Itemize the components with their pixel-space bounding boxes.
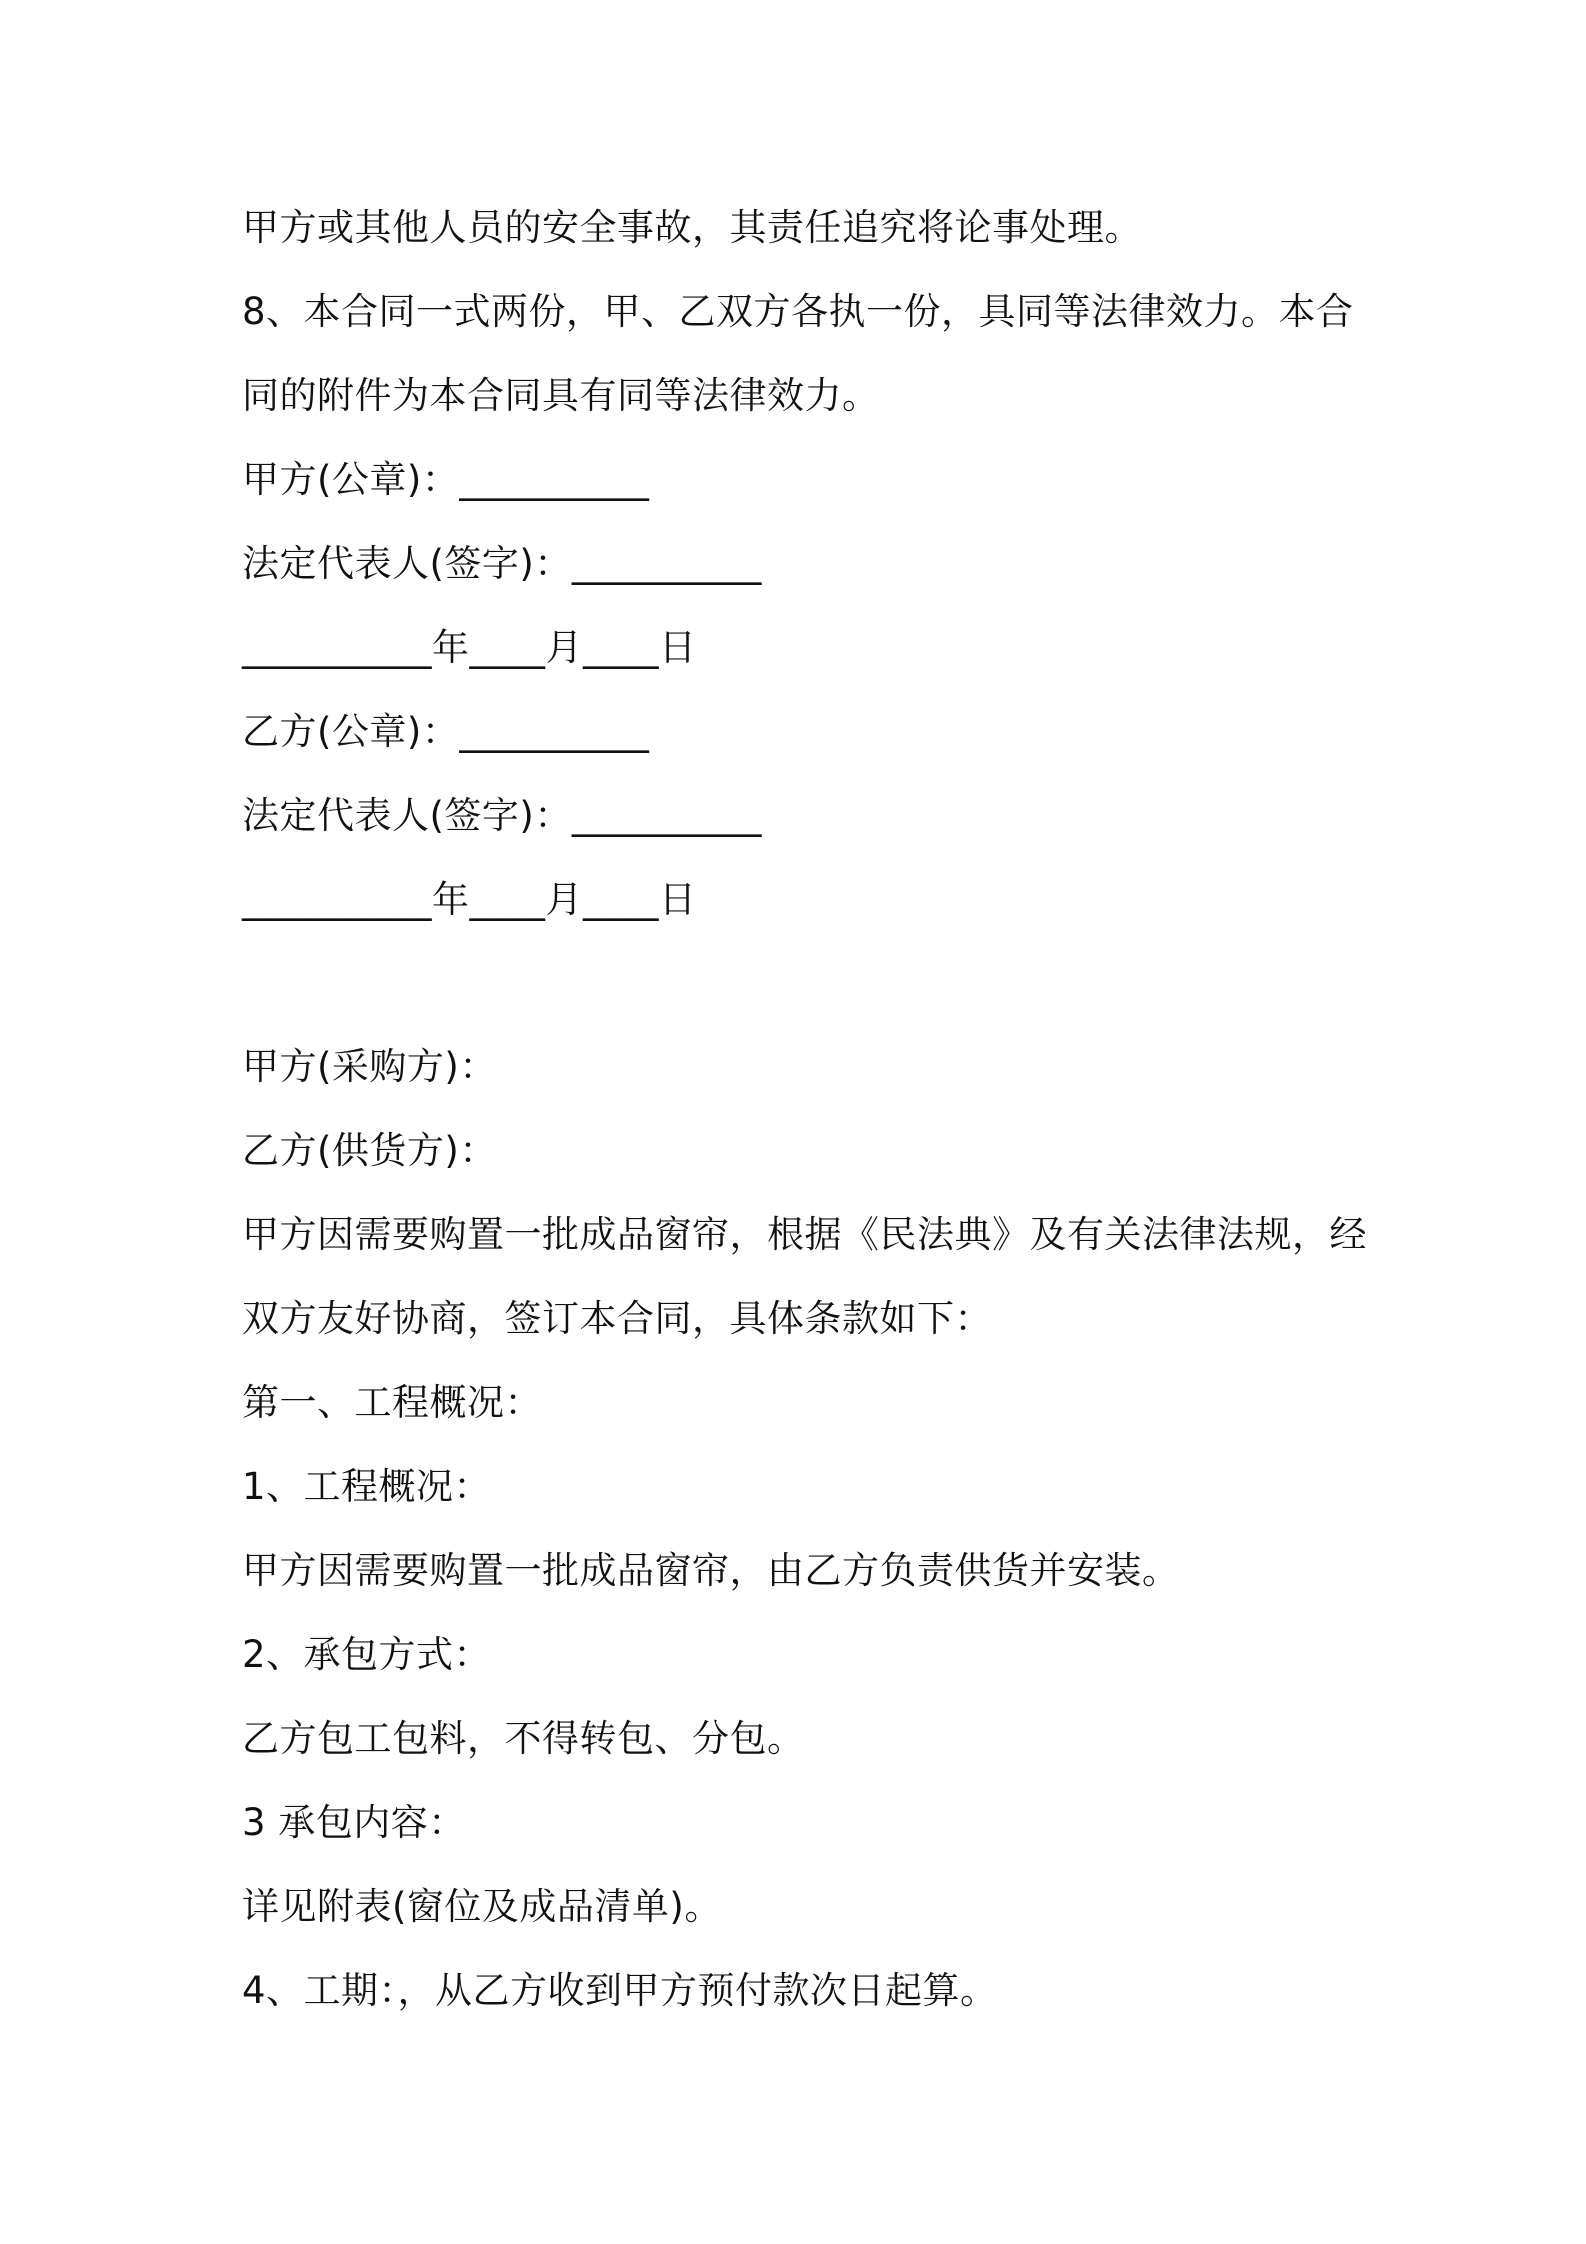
party-b-supplier: 乙方(供货方)： — [242, 1129, 497, 1172]
text-line: 甲方或其他人员的安全事故，其责任追究将论事处理。 — [242, 206, 1142, 249]
signature-party-b-representative: 法定代表人(签字)：__________ — [242, 794, 762, 837]
text-line: 8、本合同一式两份，甲、乙双方各执一份，具同等法律效力。本合 — [242, 290, 1354, 333]
party-a-buyer: 甲方(采购方)： — [242, 1045, 497, 1088]
clause-heading: 3 承包内容： — [242, 1801, 466, 1844]
text-line: 同的附件为本合同具有同等法律效力。 — [242, 374, 880, 417]
clause-heading: 1、工程概况： — [242, 1465, 492, 1508]
section-heading: 第一、工程概况： — [242, 1381, 542, 1424]
text-line: 甲方因需要购置一批成品窗帘，由乙方负责供货并安装。 — [242, 1549, 1180, 1592]
signature-party-a-date: __________年____月____日 — [242, 626, 697, 669]
signature-party-b-date: __________年____月____日 — [242, 878, 697, 921]
signature-party-a-seal: 甲方(公章)：__________ — [242, 458, 650, 501]
text-line: 双方友好协商，签订本合同，具体条款如下： — [242, 1297, 992, 1340]
text-line: 乙方包工包料，不得转包、分包。 — [242, 1717, 805, 1760]
signature-party-a-representative: 法定代表人(签字)：__________ — [242, 542, 762, 585]
signature-party-b-seal: 乙方(公章)：__________ — [242, 710, 650, 753]
text-line: 详见附表(窗位及成品清单)。 — [242, 1885, 722, 1928]
text-line: 甲方因需要购置一批成品窗帘，根据《民法典》及有关法律法规，经 — [242, 1213, 1367, 1256]
clause-heading: 2、承包方式： — [242, 1633, 492, 1676]
clause-heading: 4、工期：，从乙方收到甲方预付款次日起算。 — [242, 1969, 998, 2012]
